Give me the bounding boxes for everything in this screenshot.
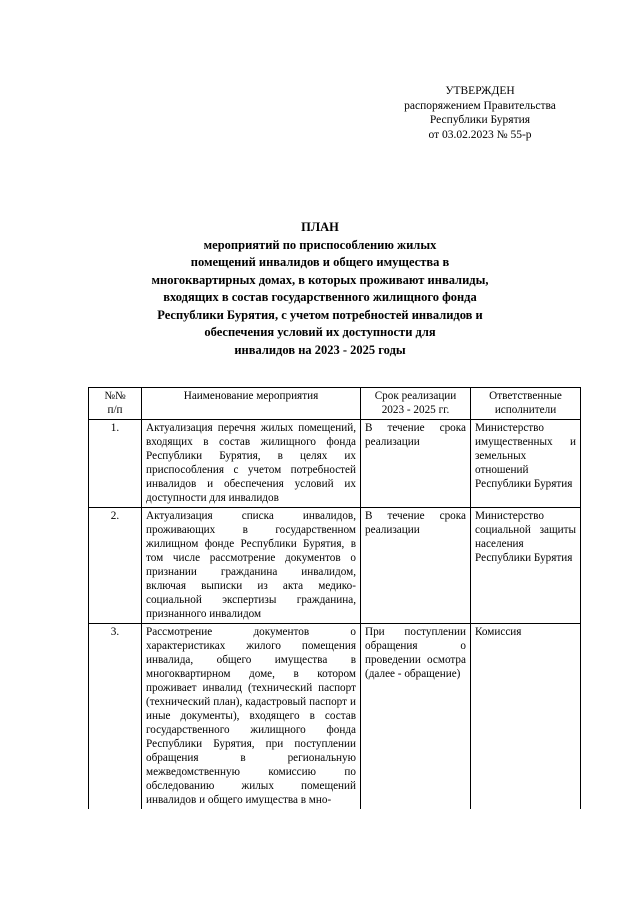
table-header-row xyxy=(89,388,581,420)
plan-table xyxy=(88,387,581,809)
title-line: обеспечения условий их доступности для xyxy=(204,325,436,339)
approval-heading: УТВЕРЖДЕН xyxy=(445,85,515,97)
header-number-line: п/п xyxy=(107,404,123,416)
header-term xyxy=(361,388,471,420)
title-line: Республики Бурятия, с учетом потребностей инвалидов и xyxy=(157,307,483,322)
title-line: мероприятий по приспособлению жилых xyxy=(203,237,437,252)
header-responsible xyxy=(471,388,581,420)
row-responsible: Министерство социальной защиты населения Республики Бурятия xyxy=(471,508,581,624)
row-activity: Актуализация перечня жилых помещений, входящих в состав жилищного фонда Республики Бурятия, в целях их приспособления с учетом потребностей инвалидов и обеспечения условий их доступности для инвалидов xyxy=(142,420,361,508)
table-row xyxy=(89,624,581,810)
row-activity: Актуализация списка инвалидов, проживающих в государственном жилищном фонде Республики Бурятия, в том числе рассмотрение документов о признании гражданина инвалидом, включая выписки из акта медико-социальной экспертизы гражданина, признанного инвалидом xyxy=(142,508,361,624)
header-name: Наименование мероприятия xyxy=(142,388,361,420)
header-responsible-line: исполнители xyxy=(494,404,557,416)
title-line: помещений инвалидов и общего имущества в xyxy=(190,255,450,269)
title-line: входящих в состав государственного жилищного фонда xyxy=(163,290,477,304)
title-line: инвалидов на 2023 - 2025 годы xyxy=(234,342,406,357)
row-number: 3. xyxy=(89,624,142,810)
title-line: многоквартирных домах, в которых проживают инвалиды, xyxy=(151,272,489,287)
row-term: При поступлении обращения о проведении осмотра (далее - обращение) xyxy=(361,624,471,810)
row-term: В течение срока реализации xyxy=(361,508,471,624)
row-term: В течение срока реализации xyxy=(361,420,471,508)
approval-region: Республики Бурятия xyxy=(429,114,531,126)
header-term-line: Срок реализации xyxy=(374,390,457,402)
header-number xyxy=(89,388,142,420)
title-heading: ПЛАН xyxy=(301,220,339,234)
row-responsible: Комиссия xyxy=(471,624,581,810)
row-activity: Рассмотрение документов о характеристиках жилого помещения инвалида, общего имущества в многоквартирном доме, в котором проживает инвалид (технический паспорт (технический план), кадастровый паспорт и иные документы), входящего в состав государственного жилищного фонда Республики Бурятия, при поступлении обращения в региональную межведомственную комиссию по обследованию жилых помещений инвалидов и общего имущества в мно- xyxy=(142,624,361,810)
table-row xyxy=(89,420,581,508)
approval-date-number: от 03.02.2023 № 55-р xyxy=(428,128,532,141)
document-title xyxy=(60,219,580,359)
row-number: 1. xyxy=(89,420,142,508)
table-row xyxy=(89,508,581,624)
approval-issuer: распоряжением Правительства xyxy=(404,99,556,112)
header-term-line: 2023 - 2025 гг. xyxy=(381,404,450,416)
approval-stamp xyxy=(380,84,580,142)
row-number: 2. xyxy=(89,508,142,624)
header-responsible-line: Ответственные xyxy=(489,390,562,402)
row-responsible: Министерство имущественных и земельных отношений Республики Бурятия xyxy=(471,420,581,508)
header-number-line: №№ xyxy=(104,390,126,402)
